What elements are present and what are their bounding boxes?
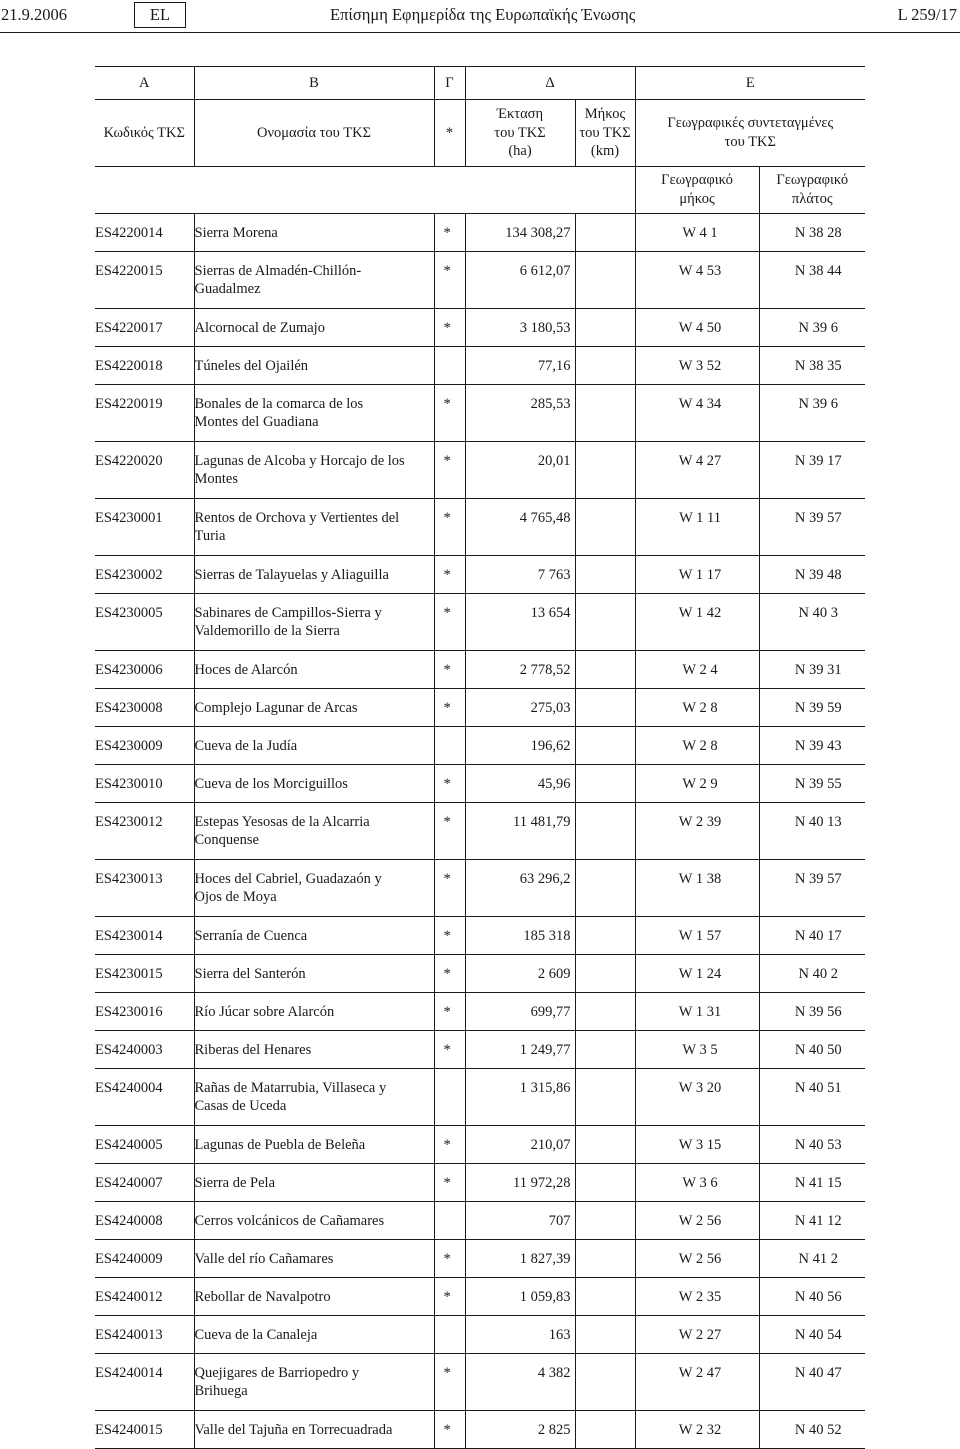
site-longitude: W 2 9	[635, 765, 759, 803]
site-name-line: Quejigares de Barriopedro y	[194, 1365, 360, 1381]
site-name-line: Río Júcar sobre Alarcón	[194, 1004, 335, 1020]
site-name-line: Montes	[194, 471, 238, 487]
site-name	[194, 309, 434, 347]
site-code: ES4240009	[95, 1251, 163, 1267]
site-longitude: W 3 5	[635, 1031, 759, 1069]
site-longitude: W 2 56	[635, 1202, 759, 1240]
header-length-line3: (km)	[590, 143, 620, 160]
site-length	[575, 1411, 635, 1449]
site-area: 4 382	[465, 1354, 575, 1411]
table-row	[95, 955, 865, 993]
site-name-line: Sierra del Santerón	[194, 966, 306, 982]
site-latitude: N 41 15	[759, 1164, 865, 1202]
header-longitude-line2: μήκος	[679, 191, 715, 207]
table-row	[95, 860, 865, 917]
site-code: ES4220018	[95, 358, 163, 374]
site-longitude: W 2 4	[635, 651, 759, 689]
priority-flag: *	[434, 442, 465, 499]
site-latitude: N 39 57	[759, 499, 865, 556]
site-area: 45,96	[465, 765, 575, 803]
table-row	[95, 594, 865, 651]
site-latitude: N 39 48	[759, 556, 865, 594]
priority-flag	[434, 1316, 465, 1354]
site-code: ES4230012	[95, 814, 163, 830]
site-name-line: Alcornocal de Zumajo	[194, 320, 325, 336]
site-name	[194, 727, 434, 765]
site-length	[575, 1278, 635, 1316]
table-row	[95, 1126, 865, 1164]
subheader-spacer	[95, 167, 635, 214]
site-name-line: Bonales de la comarca de los	[194, 396, 364, 412]
priority-flag: *	[434, 1354, 465, 1411]
header-latitude-line1: Γεωγραφικό	[776, 172, 849, 189]
table-row	[95, 1240, 865, 1278]
site-name-line: Serranía de Cuenca	[194, 928, 308, 944]
site-name-line: Lagunas de Alcoba y Horcajo de los	[194, 453, 405, 469]
priority-flag	[434, 1202, 465, 1240]
site-latitude: N 40 47	[759, 1354, 865, 1411]
site-code: ES4240005	[95, 1137, 163, 1153]
site-area: 11 481,79	[465, 803, 575, 860]
journal-title: Επίσημη Εφημερίδα της Ευρωπαϊκής Ένωσης	[330, 5, 636, 24]
priority-flag: *	[434, 214, 465, 252]
table-row	[95, 252, 865, 309]
site-name	[194, 1240, 434, 1278]
table-row	[95, 385, 865, 442]
site-longitude: W 3 52	[635, 347, 759, 385]
priority-flag	[434, 347, 465, 385]
header-coordinates-line1: Γεωγραφικές συντεταγμένες	[667, 115, 834, 132]
site-length	[575, 955, 635, 993]
site-name	[194, 651, 434, 689]
site-name-line: Rebollar de Navalpotro	[194, 1289, 331, 1305]
site-longitude: W 1 42	[635, 594, 759, 651]
site-latitude: N 40 3	[759, 594, 865, 651]
site-length	[575, 803, 635, 860]
column-letter-g: Γ	[434, 67, 465, 100]
publication-date: 21.9.2006	[1, 5, 67, 24]
site-area: 11 972,28	[465, 1164, 575, 1202]
site-latitude: N 41 2	[759, 1240, 865, 1278]
site-length	[575, 1354, 635, 1411]
site-name-line: Cerros volcánicos de Cañamares	[194, 1213, 385, 1229]
site-area: 1 827,39	[465, 1240, 575, 1278]
site-longitude: W 1 38	[635, 860, 759, 917]
site-name-line: Cueva de los Morciguillos	[194, 776, 348, 792]
column-letter-e: E	[635, 67, 865, 100]
site-latitude: N 39 55	[759, 765, 865, 803]
site-area: 1 249,77	[465, 1031, 575, 1069]
header-longitude-line1: Γεωγραφικό	[661, 172, 733, 189]
priority-flag: *	[434, 1164, 465, 1202]
site-code: ES4230010	[95, 776, 163, 792]
page-reference: L 259/17	[897, 5, 957, 24]
site-longitude: W 2 47	[635, 1354, 759, 1411]
site-code: ES4240004	[95, 1080, 163, 1096]
site-name	[194, 917, 434, 955]
table-row	[95, 651, 865, 689]
site-longitude: W 1 24	[635, 955, 759, 993]
header-code: Κωδικός ΤΚΣ	[103, 124, 185, 141]
site-latitude: N 41 12	[759, 1202, 865, 1240]
priority-flag: *	[434, 1031, 465, 1069]
site-area: 3 180,53	[465, 309, 575, 347]
site-area: 2 825	[465, 1411, 575, 1449]
site-latitude: N 40 53	[759, 1126, 865, 1164]
site-latitude: N 40 2	[759, 955, 865, 993]
table-row	[95, 1164, 865, 1202]
table-row	[95, 917, 865, 955]
site-code: ES4230002	[95, 567, 163, 583]
site-longitude: W 3 6	[635, 1164, 759, 1202]
site-latitude: N 39 56	[759, 993, 865, 1031]
site-name	[194, 1316, 434, 1354]
site-area: 20,01	[465, 442, 575, 499]
priority-flag: *	[434, 917, 465, 955]
site-length	[575, 309, 635, 347]
table-body	[95, 214, 865, 1449]
site-name	[194, 347, 434, 385]
header-latitude-line2: πλάτος	[791, 191, 833, 207]
site-area: 163	[465, 1316, 575, 1354]
site-code: ES4230005	[95, 605, 163, 621]
site-length	[575, 689, 635, 727]
language-badge: EL	[134, 2, 186, 28]
header-area-line3: (ha)	[508, 143, 532, 160]
site-name-line: Turia	[194, 528, 226, 544]
site-longitude: W 2 8	[635, 689, 759, 727]
site-length	[575, 860, 635, 917]
table-row	[95, 309, 865, 347]
site-longitude: W 1 57	[635, 917, 759, 955]
site-latitude: N 38 44	[759, 252, 865, 309]
site-latitude: N 39 31	[759, 651, 865, 689]
table-row	[95, 689, 865, 727]
site-longitude: W 4 27	[635, 442, 759, 499]
site-longitude: W 2 32	[635, 1411, 759, 1449]
priority-flag: *	[434, 860, 465, 917]
site-code: ES4240014	[95, 1365, 163, 1381]
column-letter-d: Δ	[465, 67, 635, 100]
site-name	[194, 442, 434, 499]
table-row	[95, 1031, 865, 1069]
site-name	[194, 689, 434, 727]
priority-flag: *	[434, 499, 465, 556]
sites-table	[95, 66, 865, 1449]
site-code: ES4240012	[95, 1289, 163, 1305]
site-name	[194, 803, 434, 860]
site-length	[575, 765, 635, 803]
table-row	[95, 214, 865, 252]
site-name-line: Montes del Guadiana	[194, 414, 319, 430]
table-row	[95, 1202, 865, 1240]
site-area: 2 778,52	[465, 651, 575, 689]
table-row	[95, 499, 865, 556]
site-code: ES4230015	[95, 966, 163, 982]
site-longitude: W 4 50	[635, 309, 759, 347]
priority-flag: *	[434, 1126, 465, 1164]
site-length	[575, 385, 635, 442]
header-longitude	[635, 167, 759, 214]
site-longitude: W 4 53	[635, 252, 759, 309]
site-area: 210,07	[465, 1126, 575, 1164]
site-name-line: Lagunas de Puebla de Beleña	[194, 1137, 366, 1153]
table-row	[95, 1316, 865, 1354]
site-longitude: W 2 8	[635, 727, 759, 765]
site-name	[194, 765, 434, 803]
column-title-row	[95, 100, 865, 167]
priority-flag: *	[434, 765, 465, 803]
site-name-line: Complejo Lagunar de Arcas	[194, 700, 358, 716]
site-longitude: W 2 27	[635, 1316, 759, 1354]
site-area: 185 318	[465, 917, 575, 955]
site-area: 134 308,27	[465, 214, 575, 252]
site-code: ES4230014	[95, 928, 163, 944]
site-code: ES4230001	[95, 510, 163, 526]
site-length	[575, 556, 635, 594]
site-area: 707	[465, 1202, 575, 1240]
site-length	[575, 1069, 635, 1126]
site-name	[194, 1126, 434, 1164]
priority-flag: *	[434, 803, 465, 860]
site-code: ES4230008	[95, 700, 163, 716]
site-longitude: W 2 39	[635, 803, 759, 860]
site-longitude: W 3 20	[635, 1069, 759, 1126]
header-area	[465, 100, 575, 167]
site-name	[194, 499, 434, 556]
site-name-line: Cueva de la Judía	[194, 738, 298, 754]
site-latitude: N 40 13	[759, 803, 865, 860]
site-name	[194, 556, 434, 594]
site-length	[575, 1031, 635, 1069]
table-row	[95, 727, 865, 765]
site-code: ES4220019	[95, 396, 163, 412]
site-latitude: N 40 52	[759, 1411, 865, 1449]
priority-flag: *	[434, 309, 465, 347]
site-length	[575, 917, 635, 955]
site-name-line: Valle del río Cañamares	[194, 1251, 334, 1267]
site-name-line: Valle del Tajuña en Torrecuadrada	[194, 1422, 393, 1438]
site-latitude: N 40 50	[759, 1031, 865, 1069]
site-name-line: Túneles del Ojailén	[194, 358, 309, 374]
site-name-line: Brihuega	[194, 1383, 248, 1399]
priority-flag: *	[434, 651, 465, 689]
site-name-line: Rañas de Matarrubia, Villaseca y	[194, 1080, 387, 1096]
site-latitude: N 39 43	[759, 727, 865, 765]
site-latitude: N 38 35	[759, 347, 865, 385]
site-name-line: Hoces del Cabriel, Guadazaón y	[194, 871, 382, 887]
site-name-line: Sabinares de Campillos-Sierra y	[194, 605, 382, 621]
site-name	[194, 214, 434, 252]
site-latitude: N 38 28	[759, 214, 865, 252]
site-name-line: Guadalmez	[194, 281, 261, 297]
site-length	[575, 727, 635, 765]
priority-flag: *	[434, 385, 465, 442]
site-code: ES4220015	[95, 263, 163, 279]
site-code: ES4230016	[95, 1004, 163, 1020]
site-code: ES4230013	[95, 871, 163, 887]
site-name	[194, 955, 434, 993]
site-longitude: W 1 17	[635, 556, 759, 594]
site-latitude: N 40 56	[759, 1278, 865, 1316]
site-code: ES4240013	[95, 1327, 163, 1343]
site-name-line: Cueva de la Canaleja	[194, 1327, 318, 1343]
site-length	[575, 499, 635, 556]
site-name-line: Sierras de Almadén-Chillón-	[194, 263, 362, 279]
site-name	[194, 1069, 434, 1126]
site-latitude: N 39 57	[759, 860, 865, 917]
site-latitude: N 40 51	[759, 1069, 865, 1126]
site-area: 275,03	[465, 689, 575, 727]
site-length	[575, 442, 635, 499]
site-code: ES4230009	[95, 738, 163, 754]
site-area: 4 765,48	[465, 499, 575, 556]
site-longitude: W 4 34	[635, 385, 759, 442]
site-name	[194, 1164, 434, 1202]
site-name-line: Riberas del Henares	[194, 1042, 312, 1058]
site-longitude: W 1 31	[635, 993, 759, 1031]
site-area: 7 763	[465, 556, 575, 594]
site-name	[194, 1031, 434, 1069]
site-area: 77,16	[465, 347, 575, 385]
priority-flag: *	[434, 955, 465, 993]
site-code: ES4220014	[95, 225, 163, 241]
site-latitude: N 39 6	[759, 309, 865, 347]
site-latitude: N 39 17	[759, 442, 865, 499]
site-code: ES4220020	[95, 453, 163, 469]
table-row	[95, 1411, 865, 1449]
column-letter-row	[95, 67, 865, 100]
table-row	[95, 442, 865, 499]
site-length	[575, 594, 635, 651]
site-length	[575, 1240, 635, 1278]
table-row	[95, 765, 865, 803]
site-name-line: Sierra Morena	[194, 225, 278, 241]
site-area: 6 612,07	[465, 252, 575, 309]
site-name	[194, 860, 434, 917]
priority-flag: *	[434, 689, 465, 727]
site-code: ES4240008	[95, 1213, 163, 1229]
coordinate-subheader-row	[95, 167, 865, 214]
site-area: 285,53	[465, 385, 575, 442]
site-latitude: N 40 17	[759, 917, 865, 955]
header-area-line1: Έκταση	[496, 106, 544, 123]
priority-flag	[434, 727, 465, 765]
priority-flag: *	[434, 1240, 465, 1278]
site-code: ES4240015	[95, 1422, 163, 1438]
site-length	[575, 1164, 635, 1202]
site-name	[194, 993, 434, 1031]
site-length	[575, 651, 635, 689]
header-coordinates-line2: του ΤΚΣ	[724, 134, 776, 150]
site-latitude: N 40 54	[759, 1316, 865, 1354]
priority-flag: *	[434, 1278, 465, 1316]
site-area: 63 296,2	[465, 860, 575, 917]
header-length-line2: του ΤΚΣ	[579, 124, 631, 141]
priority-flag: *	[434, 1411, 465, 1449]
site-area: 13 654	[465, 594, 575, 651]
priority-flag	[434, 1069, 465, 1126]
site-name	[194, 1354, 434, 1411]
site-code: ES4230006	[95, 662, 163, 678]
site-length	[575, 214, 635, 252]
site-area: 2 609	[465, 955, 575, 993]
header-coordinates	[635, 100, 865, 167]
header-name: Ονομασία του ΤΚΣ	[194, 100, 434, 167]
site-length	[575, 993, 635, 1031]
table-row	[95, 1354, 865, 1411]
site-length	[575, 1126, 635, 1164]
site-name	[194, 1202, 434, 1240]
site-area: 1 059,83	[465, 1278, 575, 1316]
site-length	[575, 1202, 635, 1240]
header-length-line1: Μήκος	[584, 106, 626, 123]
site-name-line: Rentos de Orchova y Vertientes del	[194, 510, 400, 526]
table-row	[95, 347, 865, 385]
table-row	[95, 1069, 865, 1126]
site-longitude: W 4 1	[635, 214, 759, 252]
site-longitude: W 2 35	[635, 1278, 759, 1316]
site-area: 1 315,86	[465, 1069, 575, 1126]
site-latitude: N 39 6	[759, 385, 865, 442]
site-longitude: W 1 11	[635, 499, 759, 556]
table-row	[95, 803, 865, 860]
site-name-line: Ojos de Moya	[194, 889, 277, 905]
site-area: 196,62	[465, 727, 575, 765]
site-code: ES4240007	[95, 1175, 163, 1191]
header-latitude	[759, 167, 865, 214]
site-name	[194, 1278, 434, 1316]
table-row	[95, 1278, 865, 1316]
site-length	[575, 252, 635, 309]
site-name	[194, 594, 434, 651]
column-letter-b: B	[194, 67, 434, 100]
site-name-line: Casas de Uceda	[194, 1098, 287, 1114]
priority-flag: *	[434, 252, 465, 309]
site-name-line: Sierras de Talayuelas y Aliaguilla	[194, 567, 389, 583]
header-area-line2: του ΤΚΣ	[494, 124, 546, 141]
site-name-line: Estepas Yesosas de la Alcarria	[194, 814, 370, 830]
site-longitude: W 3 15	[635, 1126, 759, 1164]
column-letter-a: A	[139, 74, 150, 91]
site-name	[194, 1411, 434, 1449]
site-name	[194, 252, 434, 309]
site-latitude: N 39 59	[759, 689, 865, 727]
priority-flag: *	[434, 556, 465, 594]
site-length	[575, 347, 635, 385]
table-row	[95, 993, 865, 1031]
site-code: ES4220017	[95, 320, 163, 336]
table-row	[95, 556, 865, 594]
site-name-line: Hoces de Alarcón	[194, 662, 298, 678]
site-name-line: Valdemorillo de la Sierra	[194, 623, 340, 639]
site-name-line: Conquense	[194, 832, 259, 848]
header-rule	[0, 32, 960, 33]
site-name	[194, 385, 434, 442]
header-star: *	[434, 100, 465, 167]
header-length	[575, 100, 635, 167]
site-longitude: W 2 56	[635, 1240, 759, 1278]
site-code: ES4240003	[95, 1042, 163, 1058]
priority-flag: *	[434, 594, 465, 651]
site-length	[575, 1316, 635, 1354]
priority-flag: *	[434, 993, 465, 1031]
site-area: 699,77	[465, 993, 575, 1031]
site-name-line: Sierra de Pela	[194, 1175, 276, 1191]
